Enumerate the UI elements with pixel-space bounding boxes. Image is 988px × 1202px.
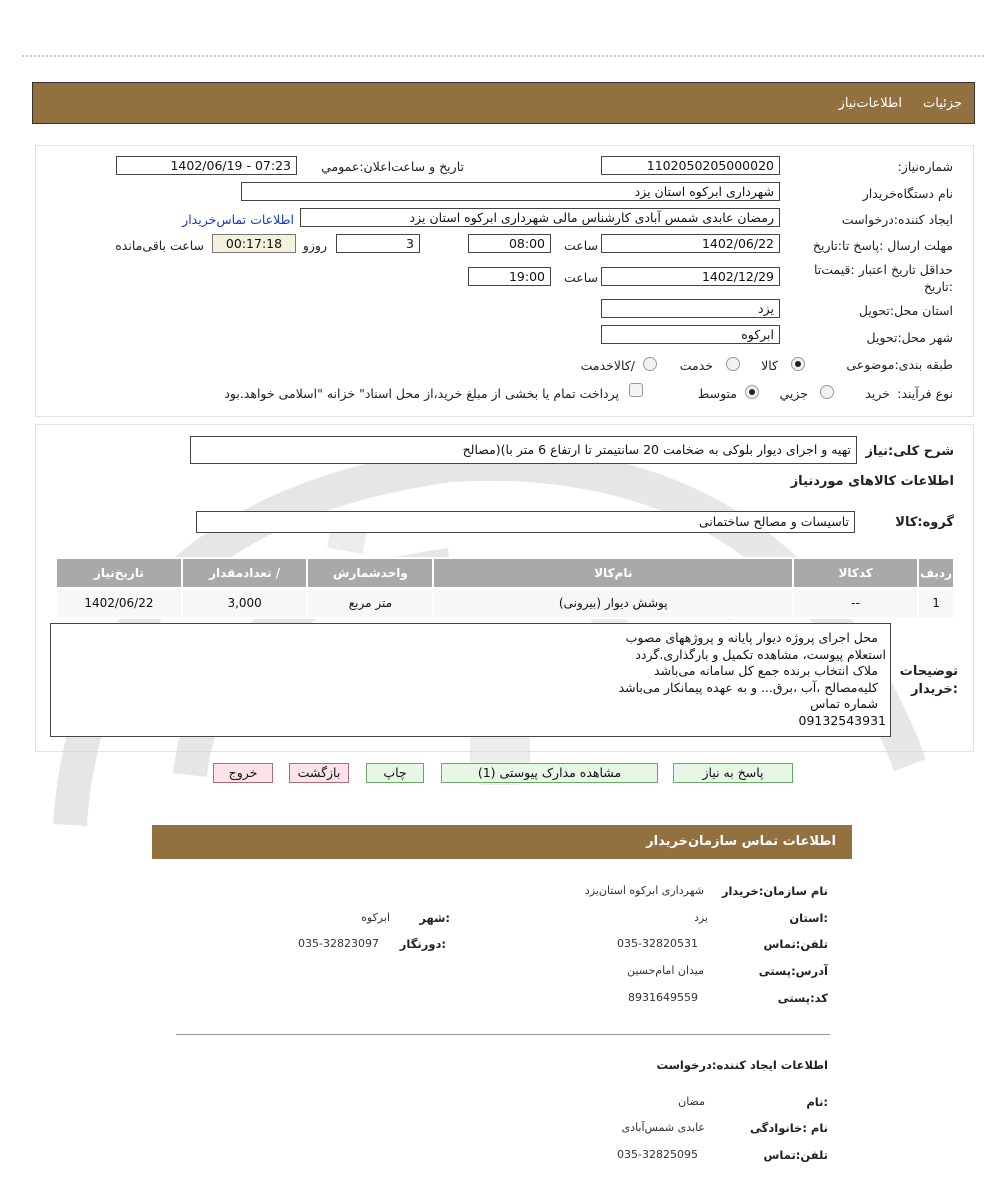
tab-need-info[interactable]: اطلاعات‌نیاز [838,96,902,111]
col-unit-header: واحدشمارش [307,558,433,588]
province-field: یزد [601,299,780,318]
need-number-label: شماره‌نیاز: [897,159,953,174]
note-line: شماره تماس [810,696,878,711]
col-code-header: کدکالا [793,558,918,588]
contact-divider [176,1034,830,1035]
creator-name-label: :نام [806,1095,828,1109]
back-button[interactable]: بازگشت [289,763,349,783]
tab-details[interactable]: جزئیات [923,96,962,111]
buyer-org-label: نام دستگاه‌خریدار [862,186,953,201]
category-service-radio[interactable] [726,357,740,371]
need-number-field: 1102050205000020 [601,156,780,175]
remaining-label: ساعت باقی‌مانده [115,238,204,253]
process-medium-radio[interactable] [745,385,759,399]
note-line: محل اجرای پروژه دیوار پایانه و پروژههای مصوب [625,630,878,645]
goods-group-field: تاسیسات و مصالح ساختمانی [196,511,855,533]
buyer-notes-label-1: توضیحات [899,664,958,679]
creator-label: ایجاد کننده:درخواست [841,212,953,227]
view-attachments-button[interactable]: مشاهده مدارک پیوستی (1) [441,763,658,783]
contact-city-value: ابرکوه [361,911,390,924]
header-bar [32,82,975,124]
table-row [56,588,954,618]
contact-city-label: :شهر [419,911,450,925]
reply-date-field: 1402/06/22 [601,234,780,253]
note-line: ملاک انتخاب برنده جمع کل سامانه می‌باشد [654,663,878,678]
print-button[interactable]: چاپ [366,763,424,783]
contact-postal-value: 8931649559 [628,991,698,1004]
col-quantity-header: / تعدادمقدار [182,558,308,588]
announce-field: 1402/06/19 - 07:23 [116,156,297,175]
buyer-org-field: شهرداری ابرکوه استان یزد [241,182,780,201]
category-goods-service-label: /کالاخدمت [580,358,635,373]
contact-postal-label: کد:پستی [777,991,828,1005]
top-divider [22,55,984,57]
items-table [55,557,955,619]
goods-group-label: گروه:کالا [895,515,954,530]
exit-button[interactable]: خروج [213,763,273,783]
summary-label: شرح کلی:نیاز [865,444,954,459]
process-minor-label: جزيي [779,386,808,401]
contact-address-label: آدرس:پستی [758,964,828,978]
cell-unit: متر مربع [307,588,433,618]
process-medium-label: متوسط [697,386,737,401]
process-minor-radio[interactable] [820,385,834,399]
contact-address-value: میدان امام‌حسین [626,964,704,977]
contact-org-label: نام سازمان:خریدار [721,884,828,898]
cell-quantity: 3,000 [182,588,308,618]
note-line: کلیه‌مصالح ،آب ،برق... و به عهده پیمانکار می‌باشد [618,679,878,695]
process-label: نوع فرآیند: [897,386,953,401]
buyer-contact-header [152,825,852,859]
reply-time-field: 08:00 [468,234,551,253]
col-date-header: تاریخ‌نیاز [56,558,182,588]
validity-label-2: :تاریخ [923,279,953,294]
category-label: طبقه بندی:موضوعی [846,357,953,372]
creator-family-value: عابدی شمس‌آبادی [621,1121,705,1134]
cell-name: پوشش دیوار (بیرونی) [433,588,793,618]
reply-time-label: ساعت [563,238,598,253]
remaining-time-field: 00:17:18 [212,234,296,253]
buyer-contact-title: اطلاعات تماس سازمان‌خریدار [646,834,836,849]
creator-info-title: اطلاعات ایجاد کننده:درخواست [656,1058,828,1072]
city-label: شهر محل:تحویل [866,330,953,345]
cell-code: -- [793,588,918,618]
contact-fax-value: 035-32823097 [298,937,379,950]
treasury-payment-checkbox[interactable] [629,383,643,397]
creator-name-value: مضان [678,1095,705,1108]
contact-province-label: :استان [789,911,828,925]
category-service-label: خدمت [679,358,713,373]
summary-field: تهیه و اجرای دیوار بلوکی به ضخامت 20 سانتیمتر تا ارتفاع 6 متر با)(مصالح [190,436,857,464]
table-header-row [56,558,954,588]
validity-time-field: 19:00 [468,267,551,286]
col-row-header: ردیف [918,558,954,588]
cell-row: 1 [918,588,954,618]
validity-date-field: 1402/12/29 [601,267,780,286]
creator-phone-value: 035-32825095 [617,1148,698,1161]
contact-phone-label: تلفن:تماس [763,937,828,951]
treasury-payment-label: پرداخت تمام یا بخشی از مبلغ خرید،از محل اسناد" خزانه "اسلامی خواهد.بود [224,386,619,401]
buyer-contact-link[interactable]: اطلاعات تماس‌خریدار [182,212,294,227]
process-purchase-label: خرید [865,386,890,401]
days-label: روزو [302,238,327,253]
category-goods-service-radio[interactable] [643,357,657,371]
col-name-header: نام‌کالا [433,558,793,588]
cell-date: 1402/06/22 [56,588,182,618]
days-field: 3 [336,234,420,253]
creator-phone-label: تلفن:تماس [763,1148,828,1162]
goods-info-title: اطلاعات کالاهای موردنیاز [790,474,954,489]
contact-phone-value: 035-32820531 [617,937,698,950]
note-line: 09132543931 [798,712,886,728]
buyer-notes-box [50,623,891,737]
contact-fax-label: :دورنگار [399,937,446,951]
validity-time-label: ساعت [563,270,598,285]
province-label: استان محل:تحویل [858,303,953,318]
validity-label-1: حداقل تاریخ اعتبار :قیمت‌تا [813,262,953,277]
buyer-notes-label-2: :خریدار [911,682,958,697]
contact-province-value: یزد [693,911,708,924]
reply-deadline-label: مهلت ارسال :پاسخ تا:تاریخ [812,238,953,253]
category-goods-radio[interactable] [791,357,805,371]
note-line: استعلام پیوست، مشاهده تکمیل و بارگذاری.گردد [635,646,886,662]
creator-field: رمضان عابدی شمس آبادی کارشناس مالی شهرداری ابرکوه استان یزد [300,208,780,227]
category-goods-label: کالا [761,358,778,373]
city-field: ابرکوه [601,325,780,344]
announce-label: تاریخ و ساعت‌اعلان:عمومي [321,159,464,174]
contact-org-value: شهرداری ابرکوه استان‌یزد [584,884,704,897]
creator-family-label: نام :خانوادگی [750,1121,828,1135]
reply-button[interactable]: پاسخ به نیاز [673,763,793,783]
